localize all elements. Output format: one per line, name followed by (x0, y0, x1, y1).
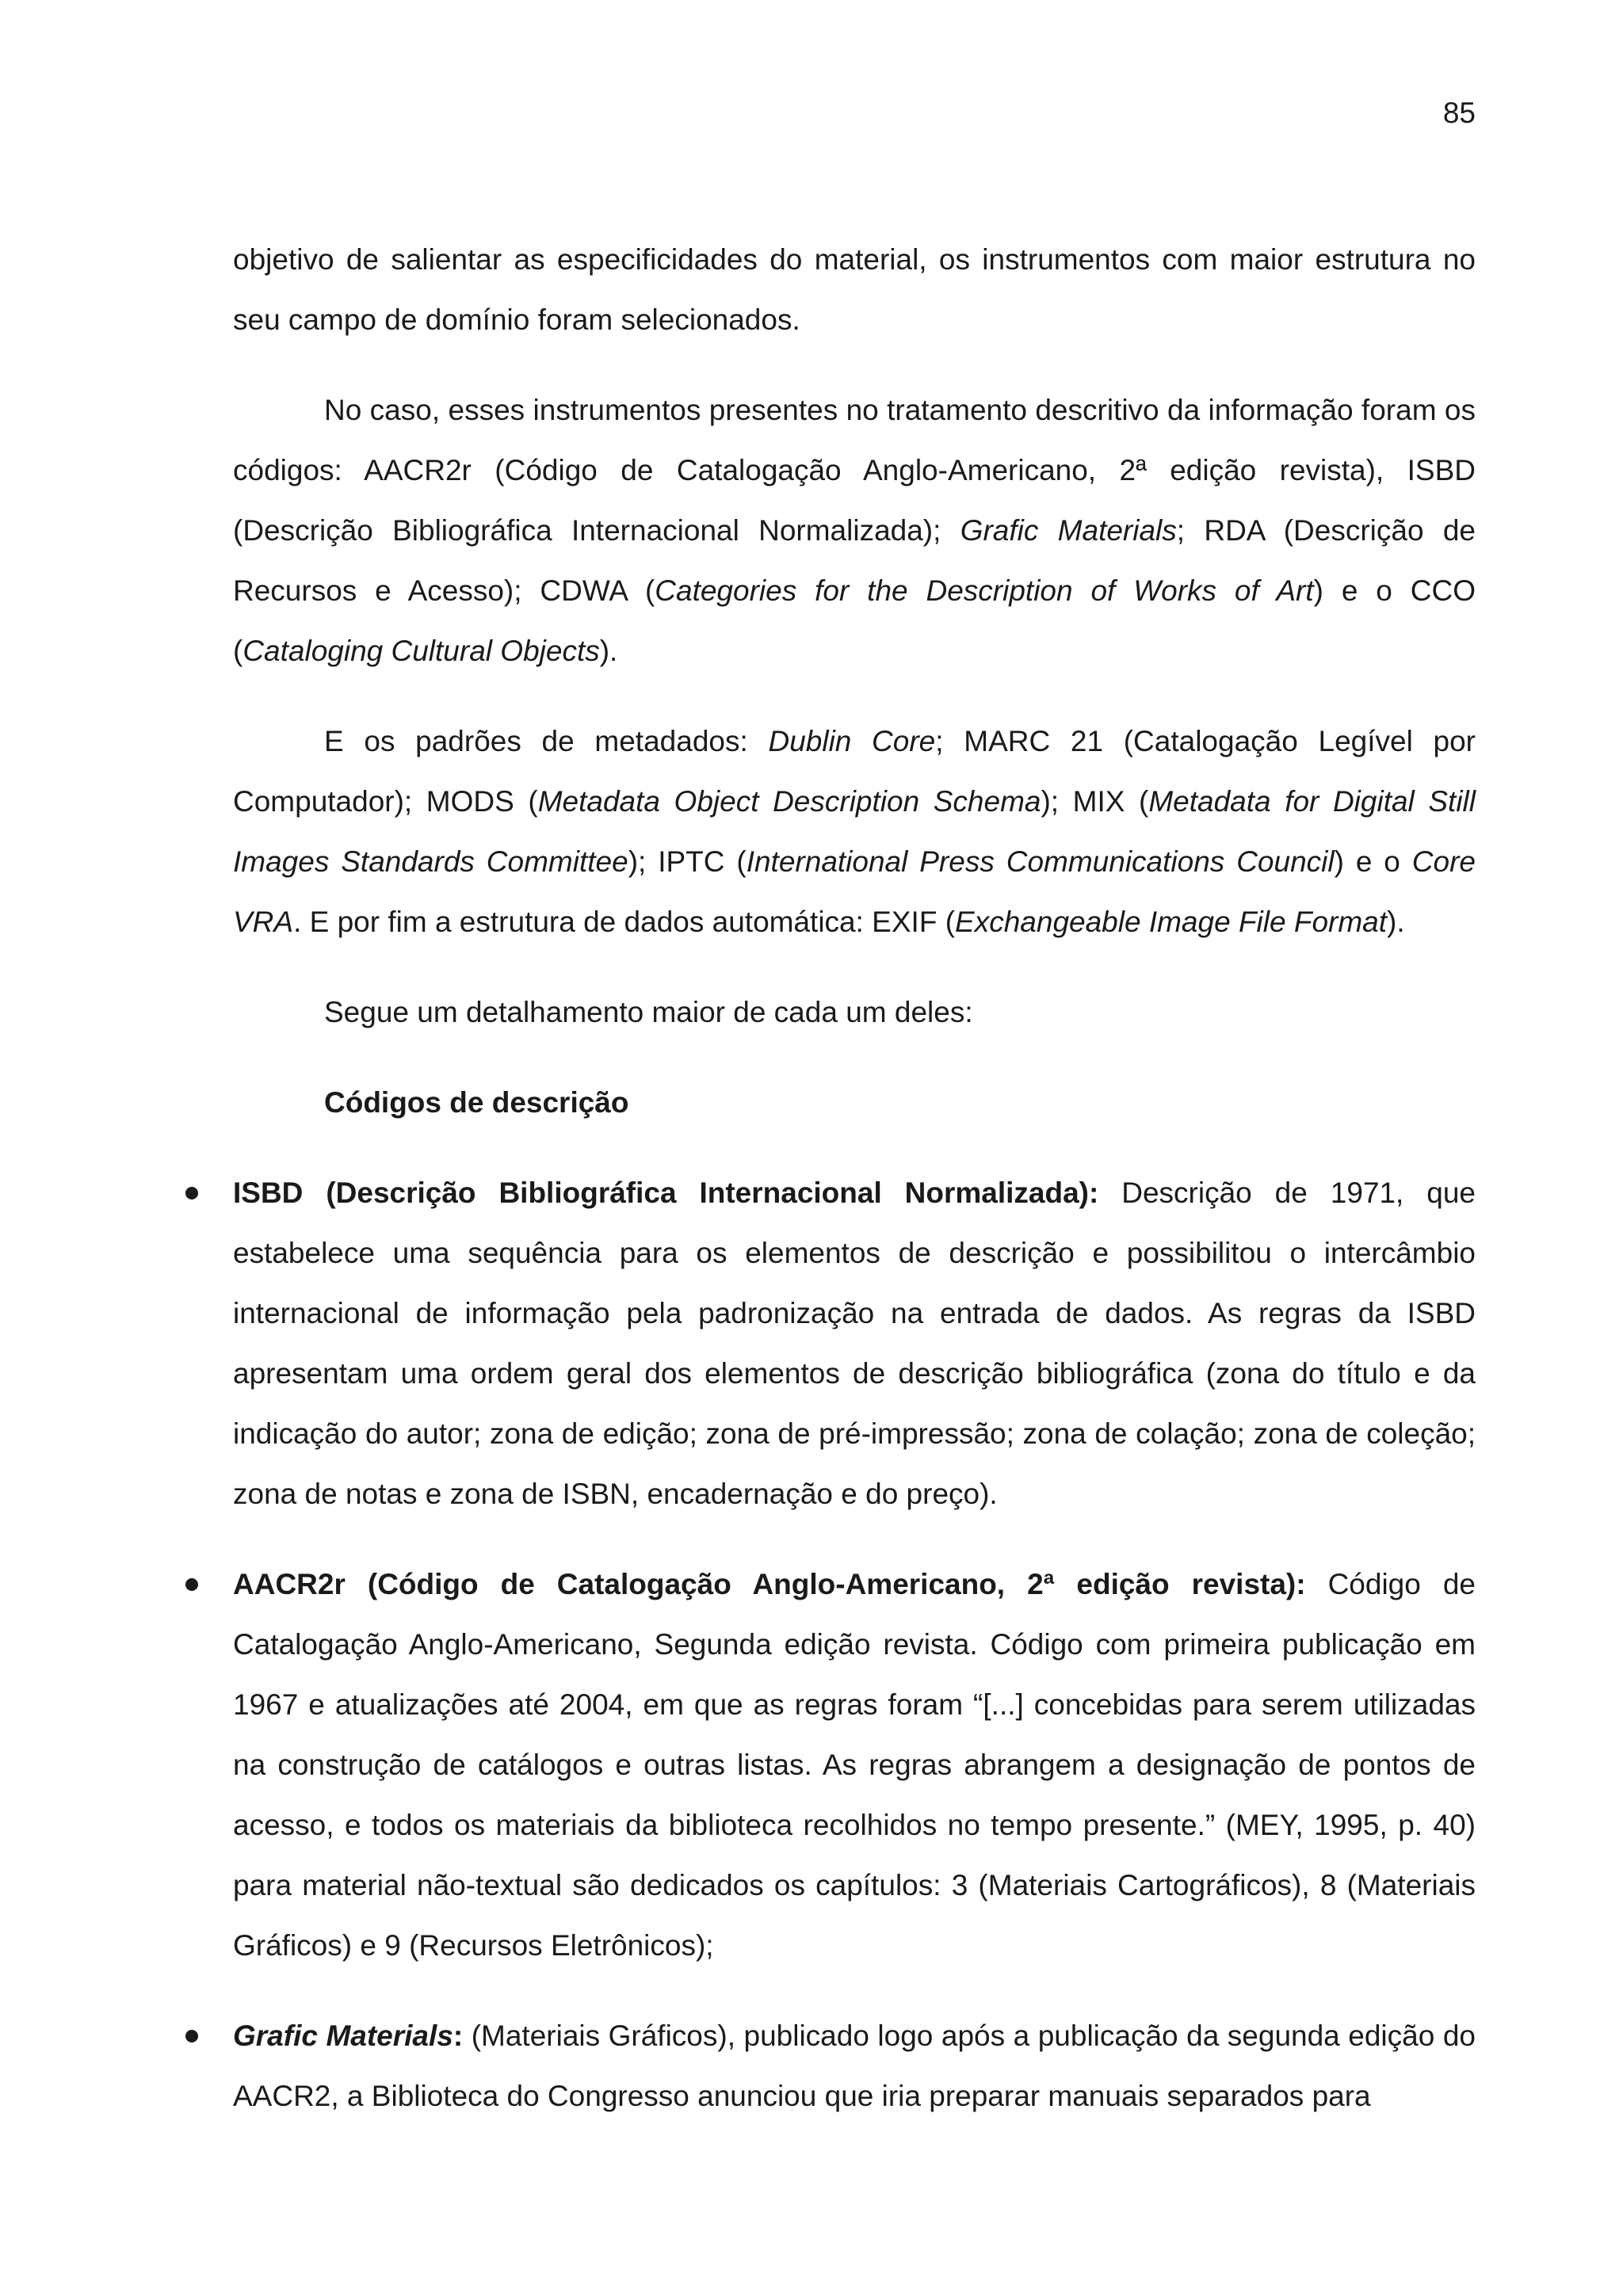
text-run: ); MIX ( (1041, 785, 1149, 818)
text-run: E os padrões de metadados: (324, 725, 769, 757)
list-item-isbd (233, 1163, 1476, 1524)
list-item-text: Código de Catalogação Anglo-Americano, Segunda edição revista. Código com primeira publicação em 1967 e atualizações até 2004, em que as regras foram “[...] concebidas para serem utilizadas na construção de catálogos e outras listas. As regras abrangem a designação de pontos de acesso, e todos os materiais da biblioteca recolhidos no tempo presente.” (MEY, 1995, p. 40) para material não-textual são dedicados os capítulos: 3 (Materiais Cartográficos), 8 (Materiais Gráficos) e 9 (Recursos Eletrônicos); (233, 1568, 1476, 1962)
text-run: . E por fim a estrutura de dados automática: EXIF ( (293, 906, 956, 938)
text-run: ; MARC 21 (Catalogação Legível por Computador); MODS ( (233, 725, 1476, 818)
italic-term: Grafic Materials (960, 514, 1177, 547)
paragraph-text: objetivo de salientar as especificidades do material, os instrumentos com maior estrutura no seu campo de domínio foram selecionados. (233, 243, 1476, 336)
list-item-aacr2r (233, 1554, 1476, 1976)
italic-term: Grafic Materials (233, 2019, 453, 2052)
text-run: ) e o CCO ( (233, 574, 1476, 667)
paragraph-intro-continuation (233, 230, 1476, 350)
list-item-title (233, 2019, 463, 2052)
italic-term: Exchangeable Image File Format (955, 906, 1388, 938)
text-run: ; RDA (Descrição de Recursos e Acesso); CDWA ( (233, 514, 1476, 607)
text-run: ). (1387, 906, 1405, 938)
text-run: ); IPTC ( (628, 845, 747, 878)
italic-term: Categories for the Description of Works of Art (655, 574, 1314, 607)
italic-term: Metadata for Digital Still Images Standards Committee (233, 785, 1476, 878)
list-item-title: ISBD (Descrição Bibliográfica Internacional Normalizada): (233, 1177, 1099, 1209)
bullet-icon (185, 2030, 198, 2042)
paragraph-detail-intro (233, 982, 1476, 1043)
text-run: ) e o (1334, 845, 1412, 878)
list-item-text: (Materiais Gráficos), publicado logo após a publicação da segunda edição do AACR2, a Biblioteca do Congresso anunciou que iria preparar manuais separados para (233, 2019, 1476, 2112)
list-item-grafic-materials (233, 2006, 1476, 2126)
document-body (233, 230, 1476, 2157)
page-number: 85 (1442, 97, 1476, 129)
paragraph-metadata-standards (233, 711, 1476, 952)
text-run: No caso, esses instrumentos presentes no tratamento descritivo da informação foram os códigos: AACR2r (Código de Catalogação Anglo-Americano, 2ª edição revista), ISBD (Descrição Bibliográfica Internacional Normalizada); (233, 394, 1476, 547)
italic-term: Cataloging Cultural Objects (242, 635, 600, 667)
paragraph-instruments (233, 380, 1476, 681)
paragraph-text: Segue um detalhamento maior de cada um deles: (324, 996, 973, 1028)
italic-term: Metadata Object Description Schema (537, 785, 1041, 818)
list-item-text: Descrição de 1971, que estabelece uma sequência para os elementos de descrição e possibilitou o intercâmbio internacional de informação pela padronização na entrada de dados. As regras da ISBD apresentam uma ordem geral dos elementos de descrição bibliográfica (zona do título e da indicação do autor; zona de edição; zona de pré-impressão; zona de colação; zona de coleção; zona de notas e zona de ISBN, encadernação e do preço). (233, 1177, 1476, 1510)
italic-term: Dublin Core (768, 725, 936, 757)
italic-term: International Press Communications Council (746, 845, 1335, 878)
bullet-icon (185, 1578, 198, 1591)
bullet-icon (185, 1187, 198, 1199)
text-run: ). (599, 635, 618, 667)
italic-term: Core VRA (233, 845, 1476, 938)
section-heading: Códigos de descrição (324, 1086, 629, 1119)
code-list (233, 1163, 1476, 2126)
list-item-title: AACR2r (Código de Catalogação Anglo-Americano, 2ª edição revista): (233, 1568, 1306, 1600)
text-run: : (453, 2019, 464, 2052)
